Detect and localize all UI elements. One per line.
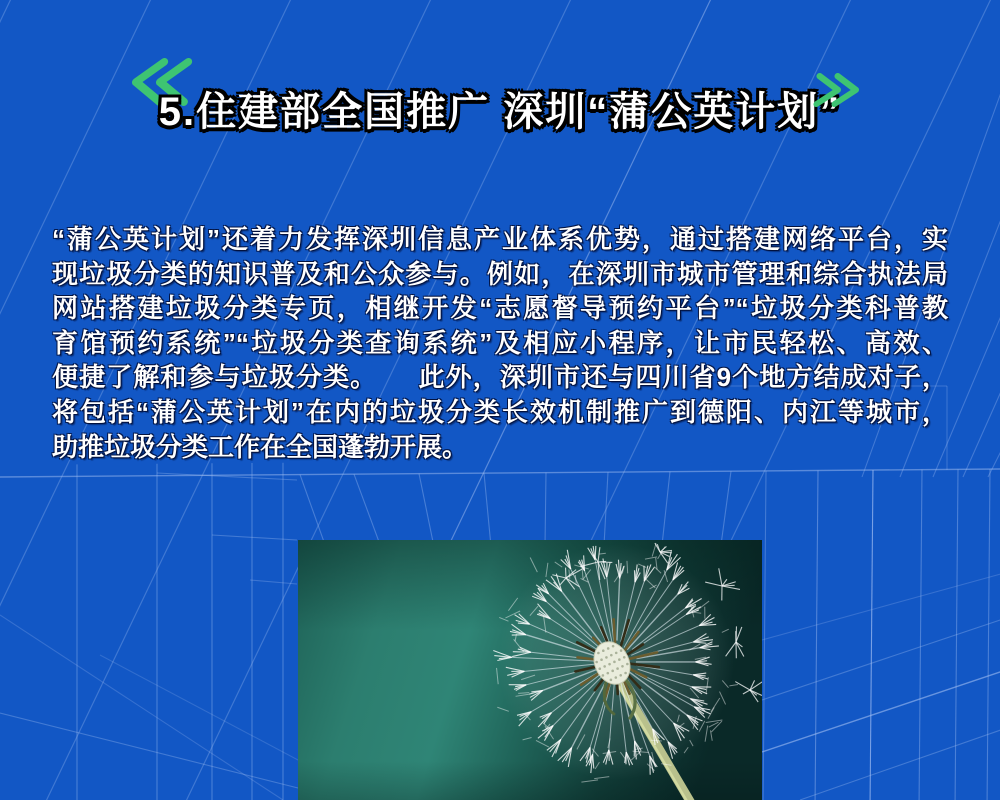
body-line: 现垃圾分类的知识普及和公众参与。例如，在深圳市城市管理和综合执法局 [52,258,948,289]
body-line: 育馆预约系统”“垃圾分类查询系统”及相应小程序，让市民轻松、高效、 [52,327,948,358]
body-paragraph [52,222,948,464]
body-line: 助推垃圾分类工作在全国蓬勃开展。 [52,431,469,462]
body-line: 便捷了解和参与垃圾分类。 此外，深圳市还与四川省9个地方结成对子， [52,362,948,393]
body-line: 将包括“蒲公英计划”在内的垃圾分类长效机制推广到德阳、内江等城市， [52,396,948,427]
slide-title: 5.住建部全国推广 深圳“蒲公英计划” [158,90,842,134]
body-line: “蒲公英计划”还着力发挥深圳信息产业体系优势，通过搭建网络平台，实 [52,224,948,254]
body-line: 网站搭建垃圾分类专页，相继开发“志愿督导预约平台”“垃圾分类科普教 [52,293,948,324]
chevrons-right-icon [810,72,862,108]
dandelion-photo [298,540,762,800]
